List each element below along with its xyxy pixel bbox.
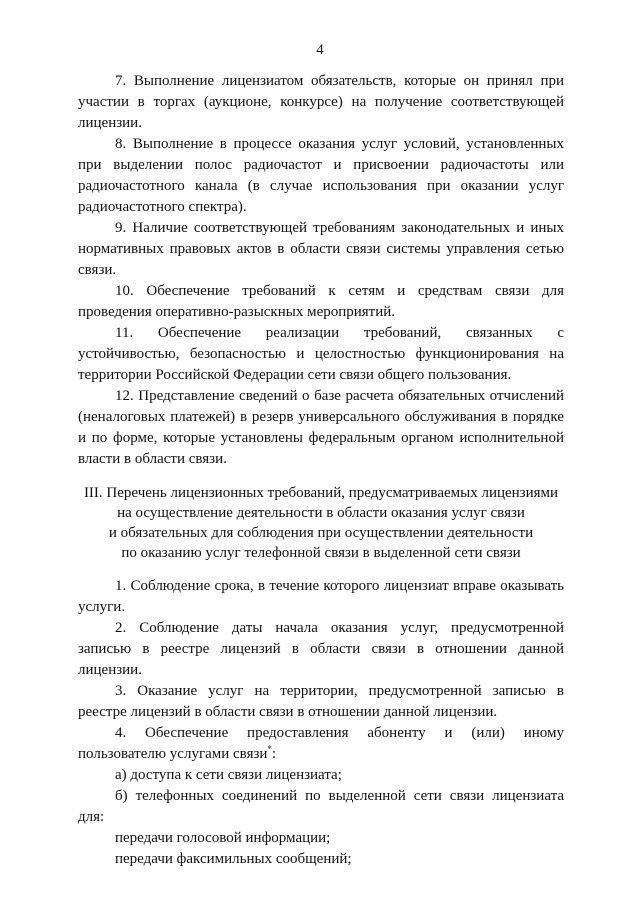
- subitem-voice: передачи голосовой информации;: [115, 830, 331, 846]
- requirement-4-colon: :: [271, 746, 277, 762]
- paragraph-12: 12. Представление сведений о базе расчета обязательных отчислений (неналоговых платежей) в резерв универсального обслуживания в порядке и по форме, которые установлены федеральным органом исполнительной власти в области связи.: [78, 388, 564, 467]
- requirement-4: [78, 723, 564, 765]
- requirement-1: 1. Соблюдение срока, в течение которого лицензиат вправе оказывать услуги.: [78, 578, 564, 615]
- paragraph-7: 7. Выполнение лицензиатом обязательств, которые он принял при участии в торгах (аукционе, конкурсе) на получение соответствующей лицензии.: [78, 73, 564, 131]
- section-heading: [78, 483, 564, 563]
- section-heading-line: по оказанию услуг телефонной связи в выделенной сети связи: [121, 545, 521, 561]
- subitem-a: а) доступа к сети связи лицензиата;: [115, 767, 342, 783]
- requirement-3: 3. Оказание услуг на территории, предусмотренной записью в реестре лицензий в области связи в отношении данной лицензии.: [78, 683, 564, 720]
- paragraph-11: 11. Обеспечение реализации требований, связанных с устойчивостью, безопасностью и целостностью функционирования на территории Российской Федерации сети связи общего пользования.: [78, 325, 564, 383]
- subitem-fax: передачи факсимильных сообщений;: [115, 851, 352, 867]
- requirement-2: 2. Соблюдение даты начала оказания услуг, предусмотренной записью в реестре лицензий в области связи в отношении данной лицензии.: [78, 620, 564, 678]
- subitem-b: б) телефонных соединений по выделенной сети связи лицензиата для:: [78, 788, 564, 825]
- paragraph-8: 8. Выполнение в процессе оказания услуг условий, установленных при выделении полос радиочастот и присвоении радиочастоты или радиочастотного канала (в случае использования при оказании услуг радиочастотного спектра).: [78, 136, 564, 215]
- footnote-mark: *: [267, 744, 272, 754]
- section-heading-line: на осуществление деятельности в области оказания услуг связи: [117, 505, 525, 521]
- page-number: 4: [316, 42, 324, 58]
- section-heading-line: и обязательных для соблюдения при осуществлении деятельности: [108, 525, 534, 541]
- section-heading-line: III. Перечень лицензионных требований, предусматриваемых лицензиями: [83, 485, 559, 501]
- requirement-4-text: 4. Обеспечение предоставления абоненту и (или) иному пользователю услугами связи: [78, 725, 564, 762]
- paragraph-10: 10. Обеспечение требований к сетям и средствам связи для проведения оперативно-разыскных мероприятий.: [78, 283, 564, 320]
- paragraph-9: 9. Наличие соответствующей требованиям законодательных и иных нормативных правовых актов в области связи системы управления сетью связи.: [78, 220, 564, 278]
- document-body: [78, 71, 564, 870]
